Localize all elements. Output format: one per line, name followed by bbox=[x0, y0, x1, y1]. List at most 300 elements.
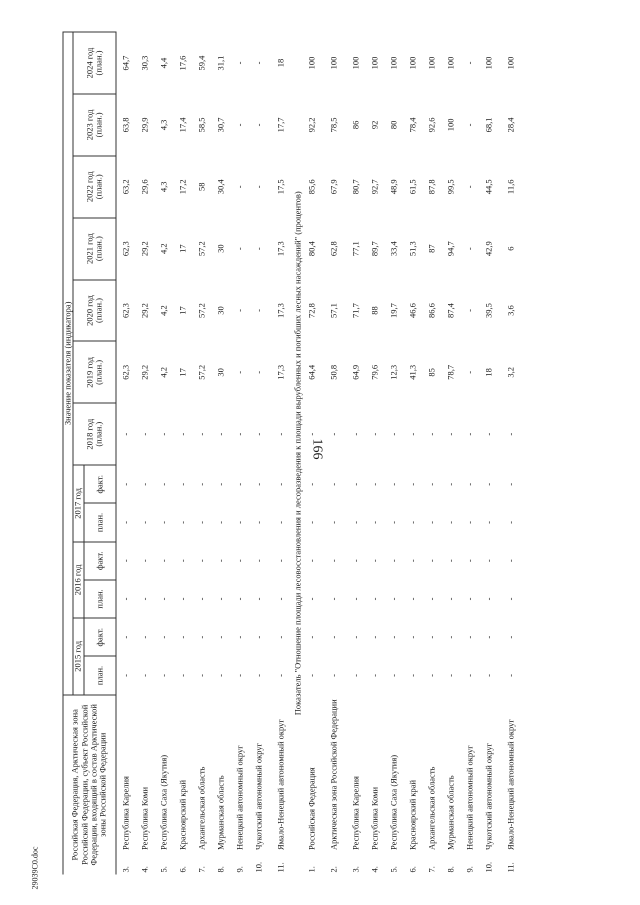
row-value-cell: - bbox=[407, 673, 418, 677]
row-value-cell: 100 bbox=[350, 56, 361, 69]
table-row bbox=[322, 32, 347, 875]
row-value-cell: - bbox=[158, 558, 169, 562]
row-region-name: Ненецкий автономный округ bbox=[234, 744, 245, 850]
row-value-cell: 17,5 bbox=[275, 178, 286, 194]
row-value-cell: - bbox=[234, 61, 245, 64]
row-value-cell: - bbox=[426, 558, 437, 562]
row-number: 6. bbox=[177, 865, 188, 872]
header-2016: 2016 год bbox=[73, 541, 83, 617]
row-value-cell: - bbox=[275, 673, 286, 677]
row-value-cell: - bbox=[328, 520, 339, 524]
row-value-cell: - bbox=[464, 61, 475, 64]
row-value-cell: - bbox=[369, 635, 380, 639]
row-value-cell: - bbox=[196, 482, 207, 486]
row-value-cell: - bbox=[234, 370, 245, 374]
row-value-cell: 99,5 bbox=[445, 178, 456, 194]
row-number: 3. bbox=[120, 865, 131, 872]
row-value-cell: - bbox=[369, 558, 380, 562]
row-number: 9. bbox=[234, 865, 245, 872]
row-number: 5. bbox=[158, 865, 169, 872]
row-value-cell: - bbox=[306, 635, 317, 639]
row-value-cell: 57,2 bbox=[196, 302, 207, 318]
row-value-cell: 33,4 bbox=[388, 240, 399, 256]
row-value-cell: - bbox=[215, 482, 226, 486]
row-number: 4. bbox=[369, 865, 380, 872]
row-value-cell: - bbox=[407, 520, 418, 524]
table-row bbox=[385, 32, 404, 875]
row-number: 7. bbox=[196, 865, 207, 872]
row-value-cell: - bbox=[388, 520, 399, 524]
row-value-cell: - bbox=[445, 520, 456, 524]
row-value-cell: 86 bbox=[350, 120, 361, 129]
row-value-cell: 18 bbox=[275, 58, 286, 67]
row-value-cell: - bbox=[505, 558, 516, 562]
row-region-name: Республика Карелия bbox=[350, 775, 361, 850]
row-region-name: Чукотский автономный округ bbox=[483, 742, 494, 850]
row-value-cell: 6 bbox=[505, 246, 516, 251]
row-value-cell: 92,2 bbox=[306, 116, 317, 132]
row-value-cell: - bbox=[483, 558, 494, 562]
row-region-name: Красноярский край bbox=[407, 779, 418, 850]
row-region-name: Мурманская область bbox=[445, 774, 456, 850]
row-value-cell: 100 bbox=[445, 56, 456, 69]
row-value-cell: 92 bbox=[369, 120, 380, 129]
row-value-cell: - bbox=[483, 482, 494, 486]
row-region-name: Ямало-Ненецкий автономный округ bbox=[275, 718, 286, 850]
row-value-cell: - bbox=[445, 558, 456, 562]
row-value-cell: - bbox=[253, 123, 264, 126]
row-value-cell: - bbox=[177, 558, 188, 562]
row-value-cell: - bbox=[275, 482, 286, 486]
row-value-cell: - bbox=[177, 673, 188, 677]
table-row bbox=[423, 32, 442, 875]
row-value-cell: - bbox=[234, 635, 245, 639]
row-value-cell: - bbox=[426, 432, 437, 436]
table-row bbox=[135, 32, 154, 875]
header-plan: план. bbox=[84, 579, 116, 617]
table-row bbox=[366, 32, 385, 875]
row-value-cell: 4,3 bbox=[158, 180, 169, 192]
row-value-cell: - bbox=[505, 432, 516, 436]
header-2023: 2023 год (план.) bbox=[73, 93, 115, 155]
table-row bbox=[347, 32, 366, 875]
table-row bbox=[404, 32, 423, 875]
row-value-cell: 17 bbox=[177, 367, 188, 377]
page-number: 166 bbox=[309, 438, 325, 460]
row-value-cell: 58,5 bbox=[196, 116, 207, 132]
table-row bbox=[230, 32, 249, 875]
row-value-cell: 62,8 bbox=[328, 240, 339, 256]
row-value-cell: 57,1 bbox=[328, 302, 339, 318]
row-value-cell: 29,2 bbox=[139, 240, 150, 256]
row-value-cell: - bbox=[234, 308, 245, 312]
table-row bbox=[192, 32, 211, 875]
header-fact: факт. bbox=[84, 465, 116, 503]
row-value-cell: - bbox=[158, 635, 169, 639]
row-value-cell: 4,2 bbox=[158, 242, 169, 254]
row-value-cell: 51,3 bbox=[407, 240, 418, 256]
row-value-cell: - bbox=[120, 673, 131, 677]
row-number: 1. bbox=[306, 865, 317, 872]
row-value-cell: 44,5 bbox=[483, 178, 494, 194]
row-value-cell: 39,5 bbox=[483, 302, 494, 318]
header-2021: 2021 год (план.) bbox=[73, 217, 115, 279]
row-value-cell: 71,7 bbox=[350, 302, 361, 318]
row-value-cell: 62,3 bbox=[120, 302, 131, 318]
row-value-cell: - bbox=[253, 308, 264, 312]
row-value-cell: 30 bbox=[215, 305, 226, 315]
row-region-name: Российская Федерация bbox=[306, 766, 317, 850]
row-value-cell: - bbox=[120, 432, 131, 436]
section2-title: Показатель "Отношение площади лесовосстановления и лесоразведения к площади вырубленных и погибших лесных насаждений" (процентов) bbox=[292, 190, 303, 715]
row-value-cell: - bbox=[505, 597, 516, 600]
row-value-cell: 80,7 bbox=[350, 178, 361, 194]
header-2019: 2019 год (план.) bbox=[73, 341, 115, 403]
row-value-cell: - bbox=[158, 673, 169, 677]
row-value-cell: - bbox=[234, 184, 245, 188]
row-value-cell: - bbox=[464, 673, 475, 677]
row-value-cell: - bbox=[196, 597, 207, 600]
row-value-cell: - bbox=[407, 635, 418, 639]
row-value-cell: - bbox=[350, 635, 361, 639]
row-value-cell: - bbox=[139, 558, 150, 562]
row-value-cell: - bbox=[505, 482, 516, 486]
row-value-cell: - bbox=[483, 520, 494, 524]
row-value-cell: - bbox=[275, 635, 286, 639]
row-number: 10. bbox=[483, 861, 494, 872]
row-value-cell: - bbox=[234, 520, 245, 524]
row-value-cell: - bbox=[177, 432, 188, 436]
row-value-cell: - bbox=[139, 432, 150, 436]
row-value-cell: 72,8 bbox=[306, 302, 317, 318]
row-value-cell: - bbox=[275, 597, 286, 600]
row-value-cell: - bbox=[369, 482, 380, 486]
row-value-cell: - bbox=[426, 635, 437, 639]
row-value-cell: 92,7 bbox=[369, 178, 380, 194]
row-value-cell: - bbox=[120, 597, 131, 600]
table-row bbox=[461, 32, 480, 875]
header-2018: 2018 год (план.) bbox=[73, 403, 115, 465]
row-value-cell: 87 bbox=[426, 243, 437, 253]
row-value-cell: 17,3 bbox=[275, 364, 286, 380]
header-indicator-group: Значение показателя (индикатора) bbox=[63, 32, 73, 695]
row-region-name: Республика Саха (Якутия) bbox=[158, 754, 169, 850]
row-value-cell: - bbox=[445, 482, 456, 486]
row-value-cell: - bbox=[196, 558, 207, 562]
row-value-cell: 87,4 bbox=[445, 302, 456, 318]
row-value-cell: - bbox=[196, 432, 207, 436]
row-region-name: Арктическая зона Российской Федерации bbox=[328, 698, 339, 850]
row-value-cell: 30,3 bbox=[139, 55, 150, 70]
row-value-cell: 89,7 bbox=[369, 240, 380, 256]
row-value-cell: - bbox=[464, 482, 475, 486]
row-value-cell: - bbox=[369, 673, 380, 677]
row-value-cell: 17,2 bbox=[177, 178, 188, 194]
row-value-cell: - bbox=[328, 673, 339, 677]
row-number: 7. bbox=[426, 865, 437, 872]
row-value-cell: 17,7 bbox=[275, 116, 286, 132]
row-value-cell: - bbox=[388, 482, 399, 486]
row-value-cell: - bbox=[483, 635, 494, 639]
row-region-name: Республика Коми bbox=[369, 786, 380, 850]
row-value-cell: - bbox=[253, 482, 264, 486]
row-value-cell: - bbox=[120, 635, 131, 639]
row-value-cell: 92,6 bbox=[426, 116, 437, 132]
row-value-cell: - bbox=[177, 635, 188, 639]
row-value-cell: - bbox=[177, 482, 188, 486]
row-value-cell: - bbox=[350, 597, 361, 600]
row-value-cell: 64,7 bbox=[120, 55, 131, 70]
row-value-cell: - bbox=[306, 520, 317, 524]
row-value-cell: - bbox=[306, 673, 317, 677]
row-value-cell: - bbox=[445, 597, 456, 600]
row-value-cell: 17 bbox=[177, 243, 188, 253]
row-value-cell: 17,4 bbox=[177, 116, 188, 132]
table-row bbox=[173, 32, 192, 875]
row-value-cell: 48,9 bbox=[388, 178, 399, 194]
row-value-cell: - bbox=[464, 635, 475, 639]
row-value-cell: - bbox=[505, 520, 516, 524]
row-value-cell: 4,2 bbox=[158, 304, 169, 316]
row-value-cell: - bbox=[407, 558, 418, 562]
table-row bbox=[154, 32, 173, 875]
row-value-cell: 85,6 bbox=[306, 178, 317, 194]
row-value-cell: 29,6 bbox=[139, 178, 150, 194]
row-region-name: Ямало-Ненецкий автономный округ bbox=[505, 718, 516, 850]
row-region-name: Республика Коми bbox=[139, 786, 150, 850]
row-value-cell: - bbox=[215, 635, 226, 639]
row-value-cell: 57,2 bbox=[196, 364, 207, 380]
row-region-name: Архангельская область bbox=[426, 766, 437, 850]
row-value-cell: - bbox=[253, 520, 264, 524]
row-value-cell: - bbox=[253, 558, 264, 562]
row-value-cell: - bbox=[196, 520, 207, 524]
row-value-cell: - bbox=[388, 558, 399, 562]
row-number: 9. bbox=[464, 865, 475, 872]
row-region-name: Мурманская область bbox=[215, 774, 226, 850]
row-value-cell: - bbox=[464, 246, 475, 250]
row-value-cell: - bbox=[505, 635, 516, 639]
table-row bbox=[211, 32, 230, 875]
row-value-cell: 29,2 bbox=[139, 364, 150, 380]
row-value-cell: 30,4 bbox=[215, 178, 226, 194]
row-value-cell: - bbox=[426, 482, 437, 486]
row-value-cell: - bbox=[464, 558, 475, 562]
row-number: 8. bbox=[445, 865, 456, 872]
row-value-cell: 62,3 bbox=[120, 240, 131, 256]
header-2022: 2022 год (план.) bbox=[73, 155, 115, 217]
row-value-cell: 29,9 bbox=[139, 116, 150, 132]
row-value-cell: - bbox=[306, 597, 317, 600]
row-value-cell: - bbox=[464, 370, 475, 374]
row-value-cell: - bbox=[253, 673, 264, 677]
row-value-cell: - bbox=[234, 123, 245, 126]
row-value-cell: 41,3 bbox=[407, 364, 418, 380]
table-row bbox=[303, 32, 322, 875]
row-value-cell: - bbox=[407, 432, 418, 436]
section1-body bbox=[116, 32, 294, 875]
row-value-cell: - bbox=[120, 482, 131, 486]
row-value-cell: - bbox=[158, 520, 169, 524]
row-value-cell: - bbox=[234, 673, 245, 677]
row-value-cell: 17 bbox=[177, 305, 188, 315]
row-number: 6. bbox=[407, 865, 418, 872]
row-value-cell: - bbox=[120, 520, 131, 524]
row-value-cell: 100 bbox=[407, 56, 418, 69]
row-value-cell: 17,3 bbox=[275, 240, 286, 256]
row-value-cell: - bbox=[464, 184, 475, 188]
header-2020: 2020 год (план.) bbox=[73, 279, 115, 341]
row-value-cell: - bbox=[505, 673, 516, 677]
row-value-cell: - bbox=[234, 246, 245, 250]
row-value-cell: - bbox=[158, 432, 169, 436]
row-value-cell: - bbox=[388, 673, 399, 677]
header-fact: факт. bbox=[84, 618, 116, 656]
row-value-cell: 80 bbox=[388, 120, 399, 129]
row-value-cell: 63,8 bbox=[120, 116, 131, 132]
indicator-table bbox=[63, 31, 524, 874]
row-value-cell: 67,9 bbox=[328, 178, 339, 194]
row-value-cell: 46,6 bbox=[407, 302, 418, 318]
row-value-cell: - bbox=[196, 635, 207, 639]
row-value-cell: - bbox=[253, 635, 264, 639]
row-value-cell: - bbox=[215, 520, 226, 524]
row-value-cell: 68,1 bbox=[483, 116, 494, 132]
row-value-cell: - bbox=[215, 597, 226, 600]
row-value-cell: 62,3 bbox=[120, 364, 131, 380]
row-value-cell: - bbox=[426, 597, 437, 600]
row-value-cell: - bbox=[158, 597, 169, 600]
row-value-cell: - bbox=[253, 184, 264, 188]
row-value-cell: 79,6 bbox=[369, 364, 380, 380]
row-value-cell: 19,7 bbox=[388, 302, 399, 318]
row-value-cell: - bbox=[196, 673, 207, 677]
row-number: 11. bbox=[505, 861, 516, 872]
row-value-cell: 4,3 bbox=[158, 119, 169, 130]
row-value-cell: 100 bbox=[483, 56, 494, 69]
row-number: 2. bbox=[328, 865, 339, 872]
row-value-cell: 100 bbox=[388, 56, 399, 69]
header-2024: 2024 год (план.) bbox=[73, 32, 115, 94]
header-fact: факт. bbox=[84, 541, 116, 579]
row-value-cell: - bbox=[328, 558, 339, 562]
row-value-cell: - bbox=[306, 432, 317, 436]
row-number: 10. bbox=[253, 861, 264, 872]
row-value-cell: - bbox=[483, 597, 494, 600]
row-value-cell: 31,1 bbox=[215, 55, 226, 70]
row-value-cell: - bbox=[407, 482, 418, 486]
row-value-cell: - bbox=[464, 432, 475, 436]
row-value-cell: - bbox=[139, 482, 150, 486]
row-number: 11. bbox=[275, 861, 286, 872]
table-row bbox=[442, 32, 461, 875]
row-number: 5. bbox=[388, 865, 399, 872]
row-value-cell: - bbox=[234, 597, 245, 600]
row-value-cell: - bbox=[369, 597, 380, 600]
row-value-cell: - bbox=[215, 432, 226, 436]
row-value-cell: - bbox=[350, 673, 361, 677]
row-value-cell: 78,4 bbox=[407, 116, 418, 132]
row-value-cell: - bbox=[350, 558, 361, 562]
row-value-cell: - bbox=[139, 635, 150, 639]
row-value-cell: - bbox=[139, 520, 150, 524]
row-value-cell: 28,4 bbox=[505, 116, 516, 132]
row-value-cell: 100 bbox=[445, 118, 456, 131]
row-value-cell: 80,4 bbox=[306, 240, 317, 256]
row-value-cell: 58 bbox=[196, 182, 207, 191]
row-value-cell: 30,7 bbox=[215, 116, 226, 132]
row-value-cell: 64,4 bbox=[306, 364, 317, 380]
row-value-cell: - bbox=[253, 597, 264, 600]
row-value-cell: - bbox=[177, 597, 188, 600]
header-plan: план. bbox=[84, 656, 116, 694]
row-value-cell: 17,6 bbox=[177, 55, 188, 70]
row-value-cell: - bbox=[177, 520, 188, 524]
row-value-cell: 77,1 bbox=[350, 240, 361, 256]
row-value-cell: 30 bbox=[215, 367, 226, 377]
row-value-cell: 3,2 bbox=[505, 366, 516, 378]
header-plan: план. bbox=[84, 503, 116, 541]
row-value-cell: - bbox=[234, 558, 245, 562]
row-value-cell: 57,2 bbox=[196, 240, 207, 256]
row-value-cell: 94,7 bbox=[445, 240, 456, 256]
row-value-cell: 17,3 bbox=[275, 302, 286, 318]
row-number: 3. bbox=[350, 865, 361, 872]
row-value-cell: - bbox=[369, 432, 380, 436]
row-value-cell: 61,5 bbox=[407, 178, 418, 194]
row-value-cell: 78,7 bbox=[445, 364, 456, 380]
row-value-cell: - bbox=[253, 370, 264, 374]
row-value-cell: - bbox=[253, 61, 264, 64]
row-region-name: Чукотский автономный округ bbox=[253, 742, 264, 850]
row-value-cell: - bbox=[445, 432, 456, 436]
row-value-cell: - bbox=[388, 597, 399, 600]
row-value-cell: - bbox=[328, 432, 339, 436]
row-region-name: Республика Саха (Якутия) bbox=[388, 754, 399, 850]
row-region-name: Красноярский край bbox=[177, 779, 188, 850]
row-value-cell: 3,6 bbox=[505, 304, 516, 316]
row-value-cell: - bbox=[215, 558, 226, 562]
row-value-cell: - bbox=[369, 520, 380, 524]
row-value-cell: - bbox=[234, 482, 245, 486]
row-value-cell: 63,2 bbox=[120, 178, 131, 194]
row-value-cell: 50,8 bbox=[328, 364, 339, 380]
row-value-cell: 42,9 bbox=[483, 240, 494, 256]
table-row bbox=[480, 32, 499, 875]
footer-doc-code: 29039C0.doc bbox=[30, 846, 40, 890]
row-number: 8. bbox=[215, 865, 226, 872]
row-value-cell: - bbox=[275, 558, 286, 562]
row-value-cell: - bbox=[426, 520, 437, 524]
row-value-cell: - bbox=[464, 308, 475, 312]
row-value-cell: 100 bbox=[306, 56, 317, 69]
row-value-cell: 78,5 bbox=[328, 116, 339, 132]
row-value-cell: - bbox=[445, 673, 456, 677]
row-value-cell: - bbox=[253, 246, 264, 250]
row-value-cell: - bbox=[139, 597, 150, 600]
row-value-cell: 64,9 bbox=[350, 364, 361, 380]
table-row bbox=[249, 32, 268, 875]
row-value-cell: 100 bbox=[505, 56, 516, 69]
table-row bbox=[499, 32, 524, 875]
row-value-cell: - bbox=[275, 520, 286, 524]
row-value-cell: - bbox=[464, 123, 475, 126]
header-region: Российская Федерация, Арктическая зона Российской Федерации, субъект Российской Федерации, входящий в состав Арктической зоны Российской Федерации bbox=[63, 694, 116, 874]
row-value-cell: - bbox=[234, 432, 245, 436]
row-value-cell: - bbox=[328, 482, 339, 486]
row-value-cell: - bbox=[350, 482, 361, 486]
row-region-name: Архангельская область bbox=[196, 766, 207, 850]
